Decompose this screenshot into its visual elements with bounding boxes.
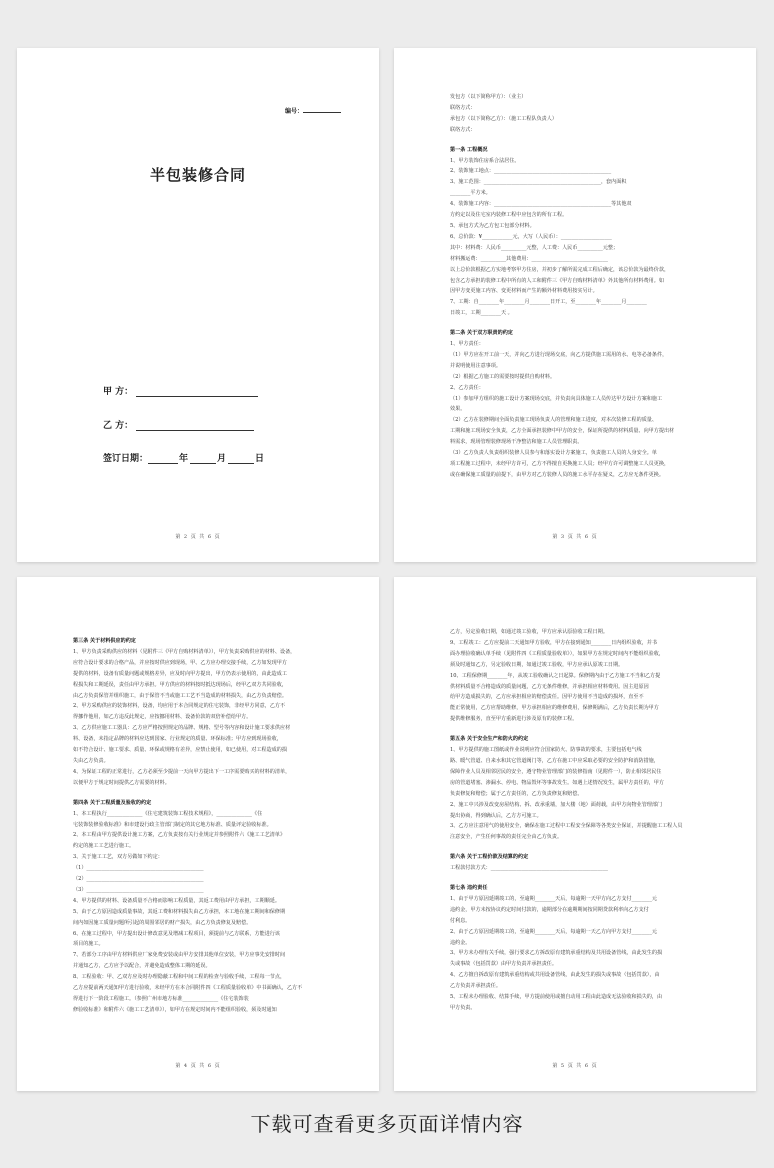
party-b-blank [136, 422, 254, 431]
text-line: 10、工程保修期________年，从竣工验收确认之日起算。保修期内由于乙方施工不当和乙方提 [450, 672, 661, 679]
page-footer: 第 3 页 共 6 页 [552, 534, 598, 540]
text-line: 项工程施工过程中，未经甲方许可，乙方不得擅自更换施工人员；经甲方许可调整施工人员更换， [450, 461, 670, 467]
contract-number-field [285, 106, 341, 115]
text-line: 发包方（以下简称甲方）：（业主） [450, 94, 527, 100]
cover-page [17, 48, 379, 562]
text-line: 3、施工范围：______________________________________________，套内面积 [450, 179, 627, 186]
page-footer: 第 5 页 共 6 页 [552, 1063, 598, 1069]
text-line: 程损失和工期延误，责任由甲方承担。甲方供应的材料按时抵达现场后，经甲乙双方共同验收， [73, 681, 287, 688]
text-line: 以便甲方于规定时间提供乙方需要的材料。 [73, 779, 170, 786]
text-line: 料、设备，未指定品牌的材料应达到国家、行业规定的质量、环保标准；甲方应到现场验收， [73, 736, 282, 743]
text-line: 负责修复和赔偿；属于乙方责任的，乙方负责修复和赔偿。 [450, 790, 583, 797]
text-line: （2）乙方在装修期间全面负责施工现场负责人的管理和施工进度，对本次装修工程的质量、 [450, 417, 657, 424]
text-line: 其中：材料费：人民币__________元整，人工费：人民币__________元整； [450, 244, 619, 251]
text-line: 保障作业人员及相邻居民的安全，遵守物业管理部门的装修指南（见附件一），防止相邻居民住 [450, 768, 662, 775]
text-line: 2、装饰施工地点：______________________________________________ [450, 168, 612, 175]
text-line: 提供的材料，设备有质量问题或规格差异，应及时向甲方提出，甲方仍表示使用的，由此造成工 [73, 670, 287, 677]
section-heading: 第三条 关于材料供应的约定 [73, 638, 136, 644]
text-line: 2、本工程由甲方提供设计施工方案，乙方负责按有关行业规定并参照附件六《施工工艺清单》 [73, 832, 286, 839]
text-line: 如不符合设计、施工要求、质量、环保或规格有差异，应禁止使用，如已使用，对工程造成的损 [73, 747, 287, 754]
text-line: 注意安全，产生任何事故的责任完全由乙方负责。 [450, 834, 563, 841]
text-line: 间内如因施工质量问题所引起的周围邻居的财产损失，由乙方负责修复及赔偿。 [73, 919, 252, 926]
text-line: 7、工期：自________年________月________日开工，至________年________月________ [450, 299, 647, 306]
text-line: 4、装饰施工内容：______________________________________________等其他双 [450, 201, 632, 208]
text-line: 以上总价款根据乙方实地考察甲方住房，并初步了解所需完成工程后确定，该总价款为最终价款， [450, 266, 670, 273]
contract-title: 半包装修合同 [149, 166, 246, 184]
text-line: 3、关于施工工艺，双方另做如下约定： [73, 854, 163, 861]
text-line: 房的管道堵塞、渗漏水、停电、物品毁坏等事故发生。如遇上述情况发生，属甲方责任的，甲方 [450, 779, 664, 786]
month-blank [190, 455, 216, 464]
text-line: 1、由于甲方原因延期竣工的，至逾期________天后，每逾期一天甲方向乙方支付________元 [450, 895, 657, 902]
text-line: 4、乙方擅自拆改原有建筑承重结构或共用设备管线，由此发生的损失或事故（包括罚款），由 [450, 972, 660, 979]
text-line: 1、甲方装饰住房系合法居住。 [450, 157, 520, 164]
text-line: 并通知乙方，乙方应予以配合，并避免造成整体工期的延误。 [73, 963, 211, 970]
text-line: 9、工程竣工：乙方应提前二天通知甲方验收，甲方在接到通知________日内组织验收，并书 [450, 639, 657, 646]
text-line: 违约金。 [450, 939, 471, 946]
section-heading: 第七条 违约责任 [450, 885, 488, 892]
text-line: （2）根据乙方施工的需要按时提供自购材料。 [450, 373, 556, 380]
text-line: 工程款付款方式：______________________________________________ [450, 865, 608, 872]
text-line: 宅装饰装修验收标准》和市建设行政主管部门制定的其它地方标准、质量评定验收标准。 [73, 821, 272, 828]
text-line: 并说明使用注意事项。 [450, 362, 501, 369]
text-line: 1、本工程执行______________《住宅建筑装饰工程技术规程》，______________《住 [73, 810, 263, 817]
page-body [73, 627, 339, 1016]
section-heading: 第四条 关于工程质量及验收的约定 [73, 799, 152, 806]
text-line: 5、由于乙方原因造成质量事故，其返工费和材料损失由乙方承担，本工地在施工期间和保修期 [73, 908, 286, 915]
text-line: 6、在施工过程中，甲方提出设计修改意见及增减工程项目，须提前与乙方联系，方能进行该 [73, 930, 280, 937]
text-line: 乙方负责并承担责任。 [450, 983, 501, 990]
text-line: 乙方应提前两天通知甲方进行验收，未经甲方在本合同附件四《工程质量验收单》中书面确认，乙方不 [73, 985, 303, 992]
text-line: （1）参加甲方组织的施工设计方案现场交底，并负责向具体施工人员传达甲方设计方案和施工 [450, 395, 663, 402]
text-line: 4、甲方提供的材料、设备质量不合格而影响工程质量，其返工费用由甲方承担，工期顺延。 [73, 897, 280, 904]
page-body [450, 92, 716, 481]
text-line: 2、由于乙方原因延期竣工的，至逾期________天后，每逾期一天乙方向甲方支付________元 [450, 928, 657, 935]
text-line: 能正常使用，乙方应帮助维修，甲方承担相应的维修费用，保修期满后，乙方负责长期为甲方 [450, 705, 659, 712]
text-line: 1、甲方责任： [450, 341, 484, 348]
day-label: 日 [255, 454, 265, 464]
party-a-row [103, 384, 258, 397]
text-line: 2、甲方采购供应的装饰材料，设备，均应用于本合同规定的住宅装饰，非经甲方同意，乙方不 [73, 703, 286, 710]
download-more-banner[interactable]: 下载可查看更多页面详情内容 [250, 1112, 524, 1136]
text-line: 应符合设计要求的合格产品，并应按时供应到现场，甲、乙方应办理交接手续，乙方如发现甲方 [73, 659, 287, 666]
sign-date-row [103, 451, 264, 464]
text-line: 或在确保施工质量的前提下，由甲方对乙方装修人员的施工水平存在疑义，乙方应无条件更换。 [450, 471, 664, 478]
year-label: 年 [179, 454, 189, 464]
party-a-label: 甲 方： [103, 387, 134, 397]
section-heading: 第六条 关于工程价款及结算的约定 [450, 854, 529, 861]
text-line: （1）甲方应在开工前一天，并向乙方进行现场交底，向乙方提供施工需用的水、电等必备条件， [450, 351, 668, 358]
text-line: 6、总价款：¥____________元，大写（人民币）：____________________ [450, 233, 612, 240]
text-line: 得挪作他用，如乙方违反此规定，应按挪用材料、设备价款的双倍补偿给甲方。 [73, 714, 252, 721]
text-line: 由乙方负责保管并组织施工，由于保管不当或施工工艺不当造成的材料损失，由乙方负责赔偿。 [73, 692, 287, 699]
section-heading: 第二条 关于双方职责的约定 [450, 330, 513, 337]
text-line: 1、甲方负责采购供应的材料（见附件三《甲方自购材料清单》），甲方负责采购供应的材料、设备， [73, 648, 296, 655]
contract-page-4 [17, 577, 379, 1091]
text-line: 因甲方变更施工内容、变更材料而产生的额外材料费用按实另计。 [450, 288, 598, 295]
party-b-row [103, 418, 254, 431]
text-line: 提供维修服务，直至甲方重新进行涉及原有的装修工程。 [450, 716, 578, 723]
text-line: （1）______________________________________________ [73, 865, 204, 872]
contract-page-5 [394, 577, 756, 1091]
text-line: 提出协商，得到确认后，乙方方可施工。 [450, 812, 542, 819]
text-line: （2）______________________________________________ [73, 876, 204, 883]
text-line: 3、乙方供应施工工器具：乙方应严格按照规定的品牌、规格、型号等内容和设计施工要求供应材 [73, 725, 291, 732]
text-line: 违约金，甲方未按协议约定时间付款的，逾期部分在逾期期间按同期贷款利率向乙方支付 [450, 906, 649, 913]
text-line: 面办理验收确认单手续（见附件四《工程质量验收单》），如果甲方在规定时间内不能组织验收， [450, 650, 664, 657]
text-line: 5、承包方式为乙方包工包部分材料。 [450, 222, 535, 229]
text-line: （3）______________________________________________ [73, 886, 204, 893]
text-line: 项目的施工。 [73, 941, 104, 948]
text-line: 修验收标准》和附件六《施工工艺清单》），如甲方在规定时间内不能组织验收，须及时通知 [73, 1006, 277, 1013]
text-line: 2、乙方责任： [450, 384, 484, 391]
text-line: 失由乙方负责。 [73, 757, 109, 764]
text-line: 2、施工中兴涉及改变房屋结构、拆、改承重墙，加大楼（地）面荷载，由甲方向物业管理部门 [450, 801, 663, 808]
page-footer: 第 2 页 共 6 页 [175, 534, 221, 540]
text-line: 7、若部分工序由甲方材料供应厂家免费安装或由甲方安排其他单位安装，甲方应事先安排时间 [73, 952, 286, 959]
text-line: 工期和施工现场安全负责，乙方全面承担装修中甲方的安全，保证所提供的材料质量、向甲方提出材 [450, 428, 675, 435]
section-heading: 第五条 关于安全生产和防火的约定 [450, 736, 529, 743]
text-line: 5、工程未办理验收、结算手续，甲方提前使用或擅自动用工程由此造成无法验收和损失的，由 [450, 994, 663, 1001]
text-line: 供材料质量不合格造成的质量问题，乙方无条件维修，并承担相应材料费用。因主进原因 [450, 683, 649, 690]
text-line: 约定的施工工艺进行施工。 [73, 843, 135, 850]
text-line: 得进行下一阶段工程施工。（参照广州市地方标准______________《住宅装饰装 [73, 996, 249, 1002]
text-line: 1、甲方提供的施工图纸或作业说明应符合国家防火、防事故的要求，主要包括电气线 [450, 747, 642, 754]
contract-number-label: 编号： [284, 108, 303, 115]
page-footer: 第 4 页 共 6 页 [175, 1063, 221, 1069]
text-line: 失或事故（包括罚款）由甲方负责并承担责任。 [450, 961, 557, 968]
text-line: 3、甲方未办理有关手续，强行要求乙方拆改原有建筑承重结构及共用设备管线，由此发生的损 [450, 950, 663, 957]
text-line: 效果。 [450, 406, 466, 413]
text-line: 3、乙方应注意用气的使用安全，确保在施工过程中工程安全保障等各类安全保证，并提醒施工工程人员 [450, 823, 683, 830]
text-line: 4、为保证工程的正常进行，乙方必须至少提前一天向甲方提出下一工序需要购买的材料的清单， [73, 768, 291, 775]
year-blank [148, 455, 178, 464]
text-line: （3）乙方负责人负责组织装修人员参与和落实设计方案施工，负责施工人员的人身安全。单 [450, 450, 657, 457]
text-line: 日竣工，工期________天 。 [450, 310, 513, 317]
text-line: 包含乙方承担的装修工程中所有的人工和附件三《甲方自购材料清单》外其他所有材料费用。如 [450, 277, 664, 284]
text-line: 料需求，现场管理装修现场干净整洁和施工人员管理职责。 [450, 439, 583, 446]
text-line: 乙方，另定验收日期，如通过竣工验收，甲方应承认原验收工程日期。 [450, 629, 608, 635]
day-blank [228, 455, 254, 464]
text-line: ________平方米。 [450, 190, 491, 197]
contract-page-3 [394, 48, 756, 562]
section-heading: 第一条 工程概况 [450, 146, 488, 153]
text-line: 联络方式： [450, 126, 476, 133]
text-line: 须及时通知乙方，另定验收日期，如通过竣工验收，甲方应承认原竣工日期。 [450, 661, 624, 668]
contract-number-blank [303, 107, 341, 113]
text-line: 承包方（以下简称乙方）：（施工工程队负责人） [450, 115, 557, 122]
party-b-label: 乙 方： [103, 421, 134, 431]
text-line: 路、暖气管道、自来水和其它管道阀门等，乙方在施工中应采取必要的安全防护和消防措施， [450, 757, 659, 764]
text-line: 联络方式： [450, 104, 476, 111]
text-line: 给甲方造成损失的，乙方应承担相应的赔偿责任。因甲方使用不当造成的损坏，直至不 [450, 694, 644, 701]
text-line: 付利息。 [450, 917, 471, 924]
party-a-blank [136, 388, 258, 397]
text-line: 甲方负责。 [450, 1005, 476, 1011]
sign-date-label: 签订日期： [103, 454, 149, 464]
page-body [450, 627, 716, 1014]
text-line: 8、工程验收：甲、乙双方应及时办理隐蔽工程和中间工程的检查与验收手续，工程每一节点， [73, 974, 286, 981]
month-label: 月 [217, 454, 227, 464]
text-line: 方约定以及住宅室内装修工程中应包含的所有工程。 [450, 212, 568, 219]
text-line: 材料搬运费：__________其他费用：______________________________ [450, 255, 608, 262]
